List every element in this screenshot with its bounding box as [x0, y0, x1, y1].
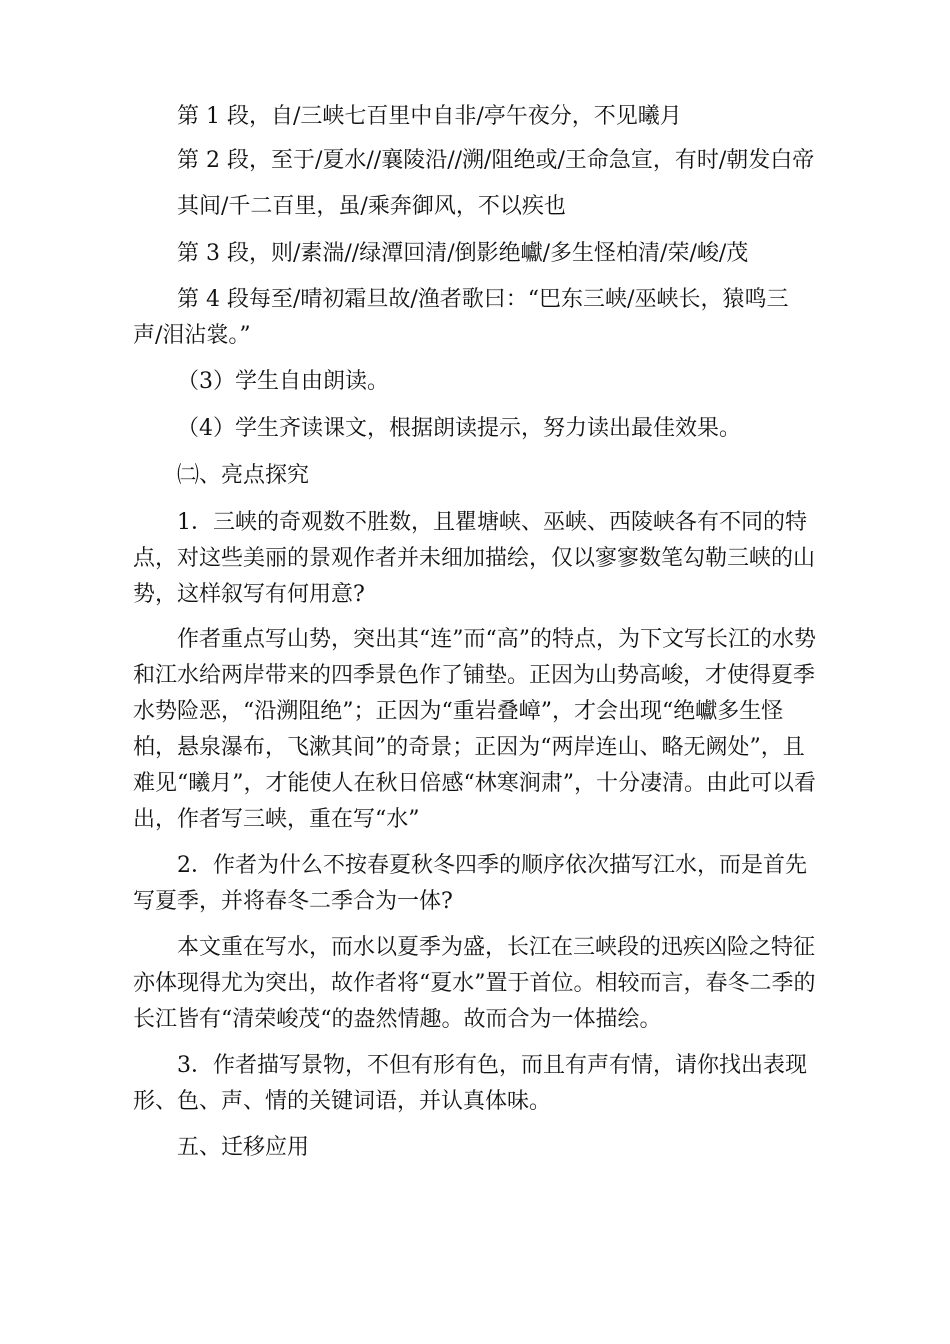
document-body: [133, 99, 817, 1166]
question-1: 1．三峡的奇观数不胜数，且瞿塘峡、巫峡、西陵峡各有不同的特点，对这些美丽的景观作者并未细加描绘，仅以寥寥数笔勾勒三峡的山势，这样叙写有何用意?: [133, 510, 816, 607]
question-2: 2．作者为什么不按春夏秋冬四季的顺序依次描写江水，而是首先写夏季，并将春冬二季合为一体?: [133, 853, 807, 914]
section-heading-highlights: ㈡、亮点探究: [177, 463, 310, 488]
question-3: 3．作者描写景物，不但有形有色，而且有声有情，请你找出表现形、色、声、情的关键词语，并认真体味。: [133, 1053, 807, 1114]
section-heading-transfer: 五、迁移应用: [177, 1135, 310, 1160]
paragraph-7: （4）学生齐读课文，根据朗读提示，努力读出最佳效果。: [177, 416, 741, 441]
paragraph-3: 其间/千二百里，虽/乘奔御风，不以疾也: [177, 194, 566, 219]
paragraph-1: 第 1 段，自/三峡七百里中自非/亭午夜分，不见曦月: [177, 104, 682, 129]
paragraph-6: （3）学生自由朗读。: [177, 369, 389, 394]
paragraph-4: 第 3 段，则/素湍//绿潭回清/倒影绝巘/多生怪柏清/荣/峻/茂: [177, 241, 749, 266]
answer-2: 本文重在写水，而水以夏季为盛，长江在三峡段的迅疾凶险之特征亦体现得尤为突出，故作者将“夏水”置于首位。相较而言，春冬二季的长江皆有“清荣峻茂“的盎然情趣。故而合为一体描绘。: [133, 935, 816, 1032]
answer-1: 作者重点写山势，突出其“连”而“高”的特点，为下文写长江的水势和江水给两岸带来的四季景色作了铺垫。正因为山势高峻，才使得夏季水势险恶，“沿溯阻绝”；正因为“重岩叠嶂”，才会出现“绝巘多生怪柏，悬泉瀑布，飞漱其间”的奇景；正因为“两岸连山、略无阙处”，且难见“曦月”，才能使人在秋日倍感“林寒涧肃”，十分凄清。由此可以看出，作者写三峡，重在写“水”: [133, 627, 816, 832]
paragraph-2: 第 2 段，至于/夏水//襄陵沿//溯/阻绝或/王命急宣，有时/朝发白帝: [177, 148, 815, 173]
paragraph-5: 第 4 段每至/晴初霜旦故/渔者歌曰：“巴东三峡/巫峡长，猿鸣三声/泪沾裳。”: [133, 287, 789, 348]
